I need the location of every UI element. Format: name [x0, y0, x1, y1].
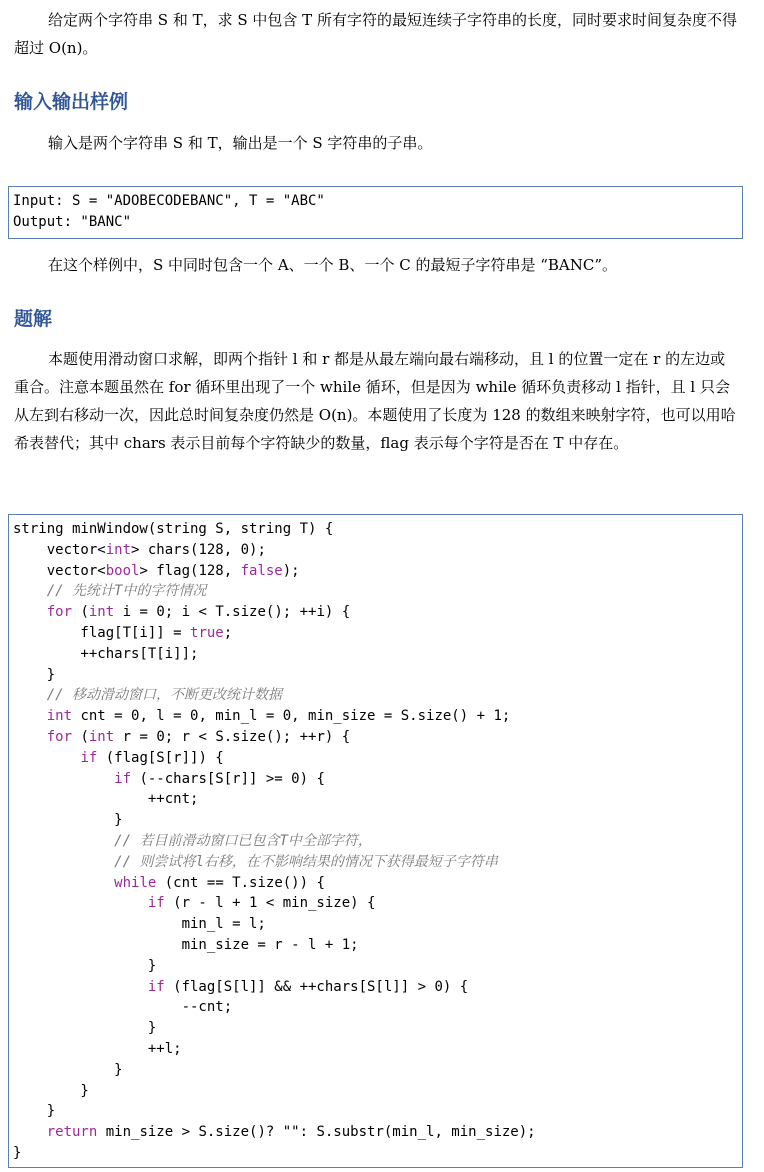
io-output-line: Output: "BANC" — [13, 214, 132, 230]
code-line: if (flag[S[l]] && ++chars[S[l]] > 0) { — [147, 978, 469, 995]
section-heading-solution: 题解 — [14, 308, 53, 330]
io-description: 输入是两个字符串 S 和 T，输出是一个 S 字符串的子串。 — [48, 134, 433, 152]
code-line: // 若目前滑动窗口已包含T中全部字符， — [114, 832, 372, 849]
code-line: } — [13, 957, 157, 974]
solution-paragraph: 本题使用滑动窗口求解，即两个指针 l 和 r 都是从最左端向最右端移动，且 l 的位置一定在 r 的左边或重合。注意本题虽然在 for 循环里出现了一个 while 循环，但是因为 while 循环负责移动 l 指针，且 l 只会从左到右移动一次，因此总时间复杂度仍然是 O(n)。本题使用了长度为 128 的数组来映射字符，也可以用哈希表替代；其中 chars 表示目前每个字符缺少的数量，flag 表示每个字符是否在 T 中存在。 — [14, 350, 736, 452]
code-line: } — [13, 1103, 56, 1120]
code-line: vector<int> chars(128, 0); — [13, 541, 266, 558]
code-line: } — [13, 1020, 157, 1037]
code-line: min_l = l; — [13, 916, 266, 933]
code-line: } — [13, 1144, 22, 1161]
code-line: flag[T[i]] = true; — [13, 624, 233, 641]
code-line: } — [13, 1061, 123, 1078]
code-line: min_size = r - l + 1; — [13, 936, 359, 953]
code-line: // 移动滑动窗口，不断更改统计数据 — [46, 687, 283, 704]
code-line: while (cnt == T.size()) { — [114, 874, 325, 891]
code-line: vector<bool> flag(128, false); — [13, 562, 300, 579]
io-input-line: Input: S = "ADOBECODEBANC", T = "ABC" — [13, 193, 325, 209]
code-line: ++l; — [13, 1040, 182, 1057]
code-line: } — [13, 666, 56, 683]
code-line: } — [13, 1082, 89, 1099]
code-line: string minWindow(string S, string T) { — [13, 521, 334, 537]
code-line: for (int i = 0; i < T.size(); ++i) { — [46, 604, 351, 621]
intro-paragraph: 给定两个字符串 S 和 T，求 S 中包含 T 所有字符的最短连续子字符串的长度，同时要求时间复杂度不得超过 O(n)。 — [14, 11, 737, 57]
code-line: } — [13, 812, 123, 829]
code-line: int cnt = 0, l = 0, min_l = 0, min_size = S.size() + 1; — [46, 708, 511, 725]
code-line: if (flag[S[r]]) { — [80, 749, 224, 766]
code-line: ++cnt; — [13, 791, 199, 808]
io-example-box — [8, 186, 743, 239]
code-line: ++chars[T[i]]; — [13, 645, 199, 662]
code-line: // 则尝试将l右移，在不影响结果的情况下获得最短子字符串 — [114, 853, 498, 870]
section-heading-io: 输入输出样例 — [14, 91, 129, 113]
code-listing — [8, 514, 743, 1168]
code-line: for (int r = 0; r < S.size(); ++r) { — [46, 728, 351, 745]
code-line: // 先统计T中的字符情况 — [46, 583, 207, 600]
code-line: return min_size > S.size()? "": S.substr(min_l, min_size); — [46, 1124, 536, 1141]
code-line: if (r - l + 1 < min_size) { — [147, 895, 376, 912]
io-explanation: 在这个样例中，S 中同时包含一个 A、一个 B、一个 C 的最短子字符串是 “BANC”。 — [48, 256, 618, 274]
code-line: if (--chars[S[r]] >= 0) { — [114, 770, 325, 787]
code-line: --cnt; — [13, 999, 233, 1016]
